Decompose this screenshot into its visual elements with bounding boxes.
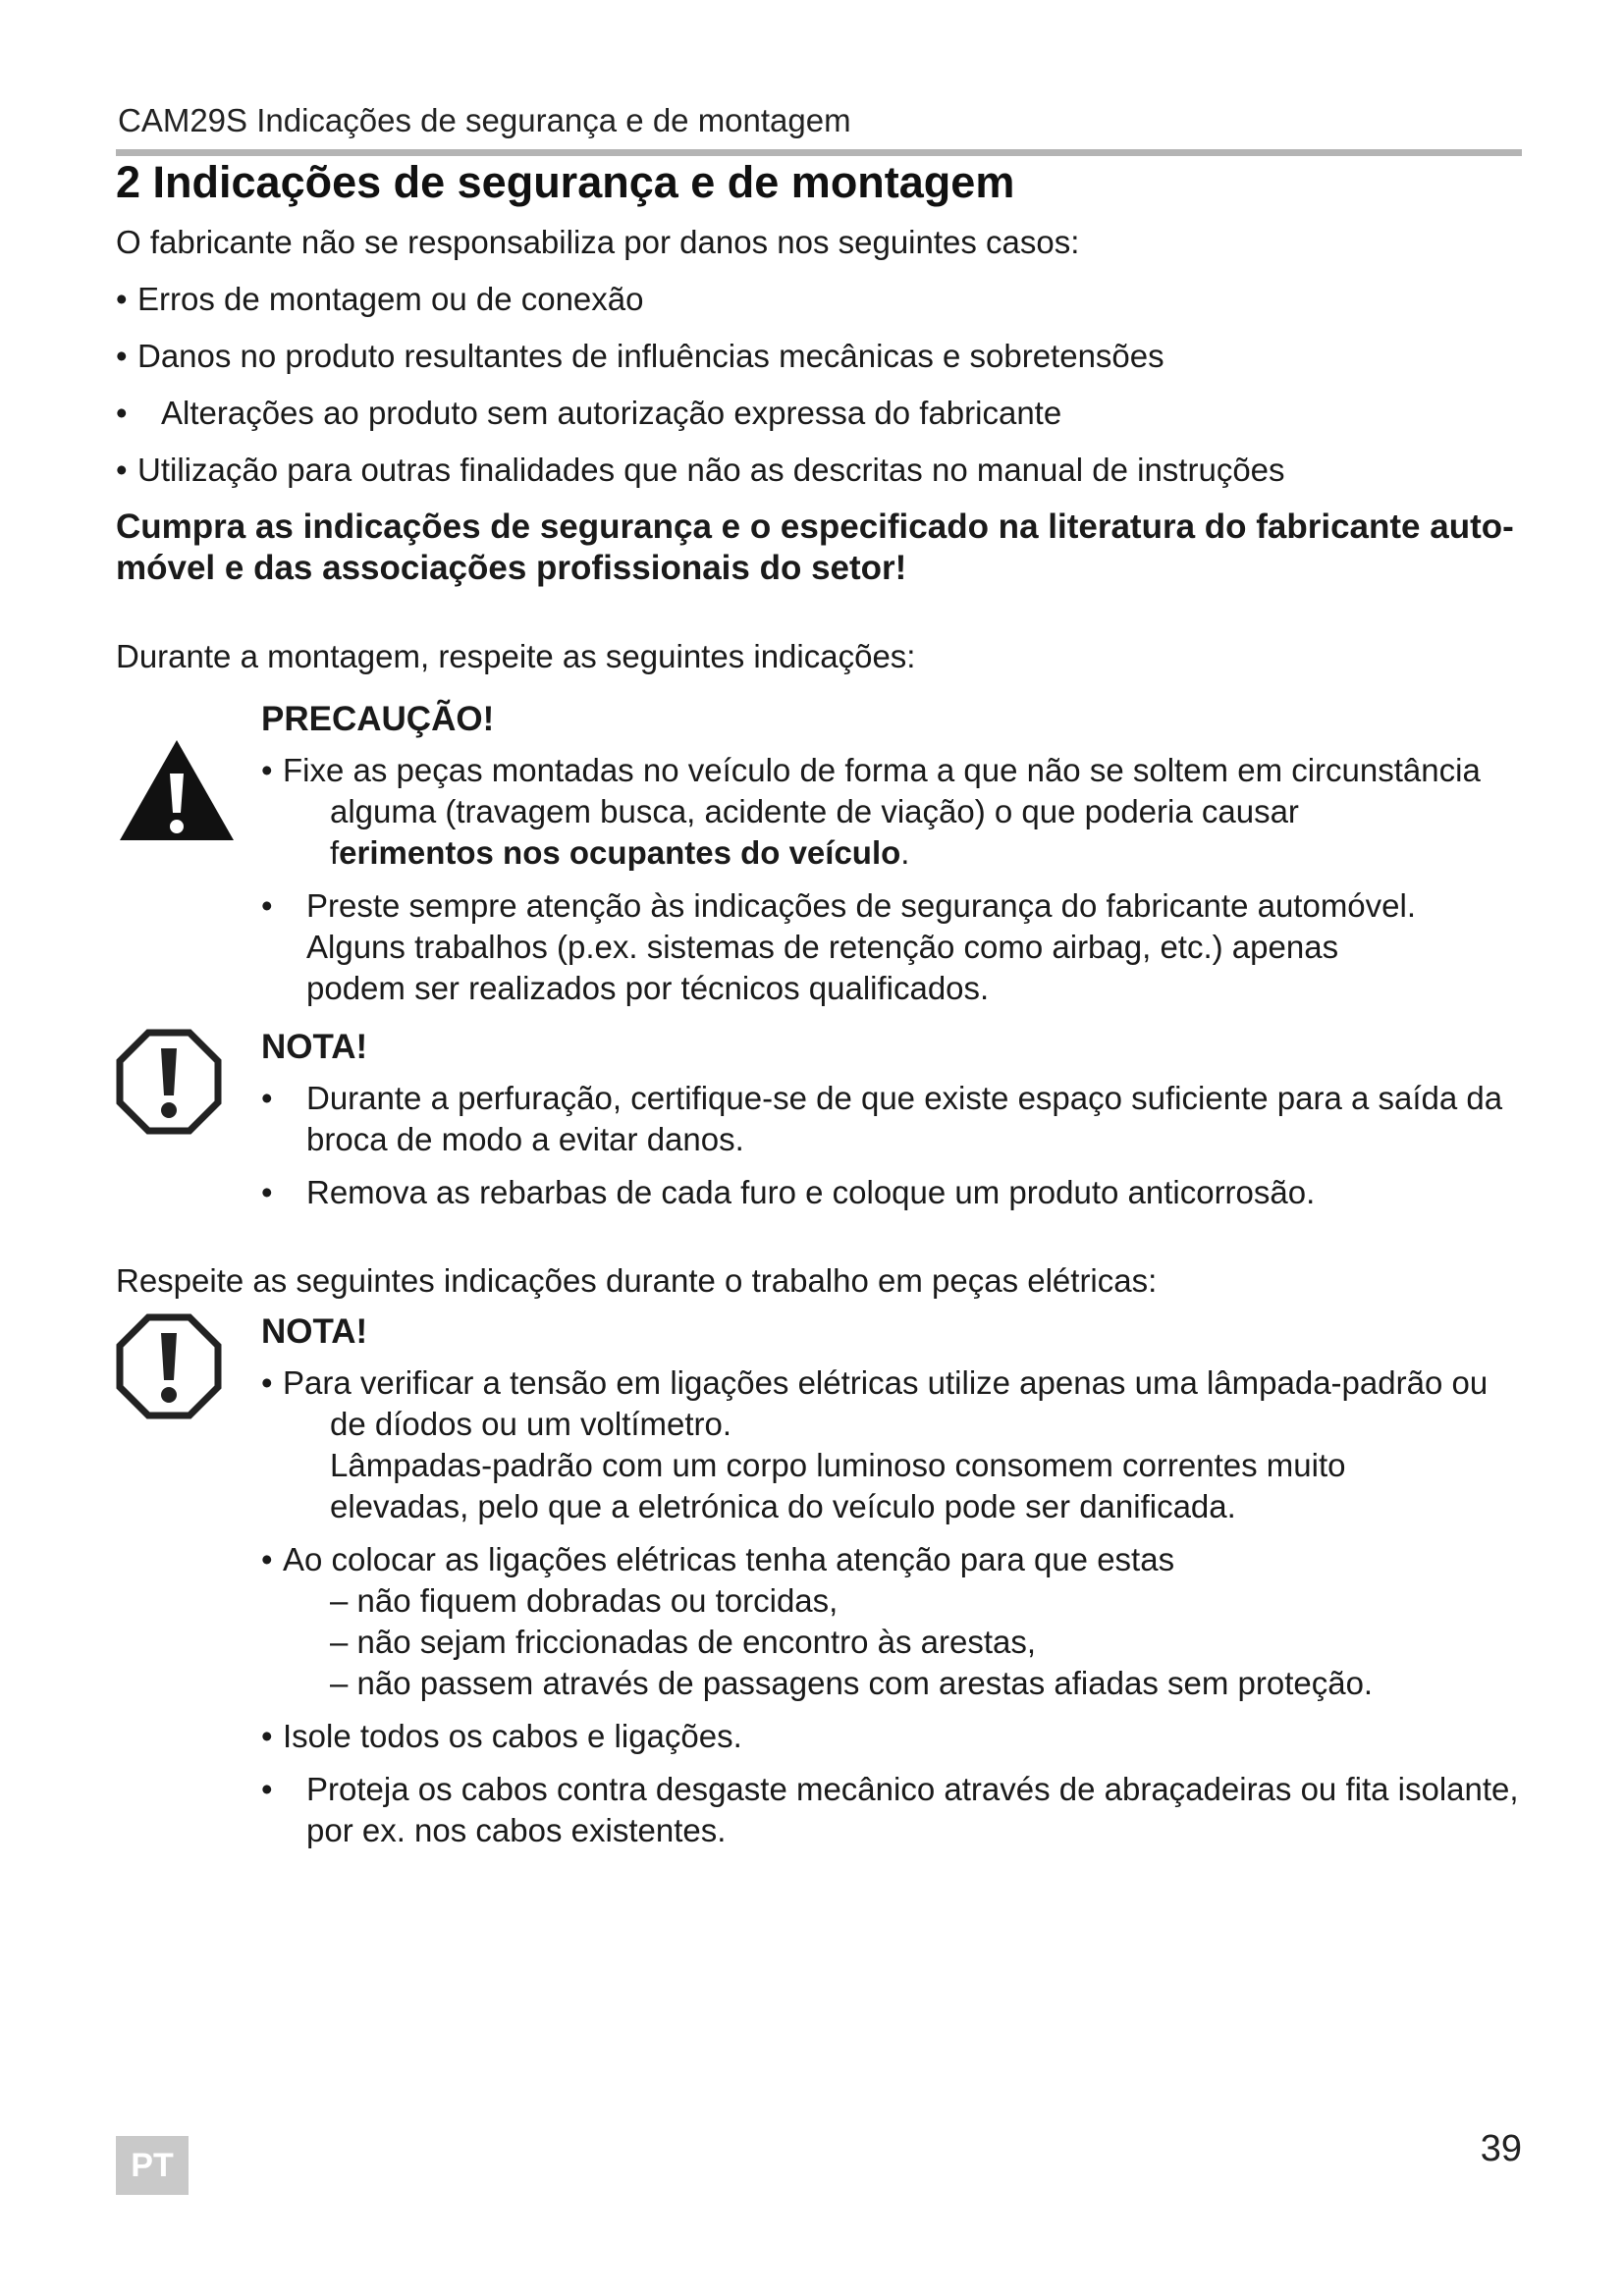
list-item	[261, 1078, 1530, 1160]
list-item-text: Alterações ao produto sem autorização expressa do fabricante	[161, 395, 1062, 431]
bullet-dot: •	[261, 1771, 273, 1807]
caution-block	[116, 699, 1530, 1009]
text-fragment: f	[330, 834, 340, 871]
list-item-text: podem ser realizados por técnicos qualificados.	[306, 970, 990, 1006]
list-item-text: Preste sempre atenção às indicações de segurança do fabricante automóvel.	[306, 887, 1417, 924]
sub-item: – não sejam friccionadas de encontro às arestas,	[330, 1624, 1037, 1660]
list-item-text: Fixe as peças montadas no veículo de forma a que não se soltem em circunstância	[283, 752, 1481, 788]
list-item-text: alguma (travagem busca, acidente de viação) o que poderia causar	[330, 793, 1299, 829]
intro-paragraph: O fabricante não se responsabiliza por danos nos seguintes casos:	[116, 224, 1080, 260]
list-item	[116, 336, 1530, 377]
bullet-dot: •	[261, 1080, 273, 1116]
text-fragment: .	[900, 834, 910, 871]
list-item	[261, 1172, 1530, 1213]
list-item-text: Danos no produto resultantes de influências mecânicas e sobretensões	[137, 338, 1164, 374]
section-title: 2 Indicações de segurança e de montagem	[116, 157, 1015, 207]
mounting-intro: Durante a montagem, respeite as seguintes indicações:	[116, 638, 916, 674]
note-title: NOTA!	[261, 1312, 368, 1351]
list-item-text: Para verificar a tensão em ligações elétricas utilize apenas uma lâmpada-padrão ou	[283, 1364, 1489, 1401]
bullet-dot: •	[261, 1541, 273, 1577]
header-rule	[116, 149, 1522, 156]
note-block	[116, 1311, 1530, 1851]
list-item	[116, 393, 1530, 434]
note-title: NOTA!	[261, 1028, 368, 1066]
bold-notice: Cumpra as indicações de segurança e o especificado na literatura do fabricante auto-móvel e das associações profissionais do setor!	[116, 507, 1514, 587]
list-item-text: Isole todos os cabos e ligações.	[283, 1718, 742, 1754]
list-item-text: Proteja os cabos contra desgaste mecânico através de abraçadeiras ou fita isolante,	[306, 1771, 1519, 1807]
list-item	[261, 1539, 1530, 1704]
bullet-dot: •	[261, 1364, 273, 1401]
running-header: CAM29S Indicações de segurança e de montagem	[118, 102, 851, 138]
list-item-text: Remova as rebarbas de cada furo e coloque um produto anticorrosão.	[306, 1174, 1316, 1210]
list-item-text: Lâmpadas-padrão com um corpo luminoso consomem correntes muito	[330, 1447, 1346, 1483]
language-tab: PT	[116, 2136, 189, 2195]
list-item-text: Durante a perfuração, certifique-se de que existe espaço suficiente para a saída da	[306, 1080, 1503, 1116]
list-item	[261, 1769, 1530, 1851]
bullet-dot: •	[116, 338, 128, 374]
electrical-intro: Respeite as seguintes indicações durante o trabalho em peças elétricas:	[116, 1262, 1158, 1299]
warning-triangle-icon	[116, 736, 238, 844]
list-item-text: Ao colocar as ligações elétricas tenha atenção para que estas	[283, 1541, 1175, 1577]
list-item	[261, 1362, 1530, 1527]
list-item-text: Utilização para outras finalidades que não as descritas no manual de instruções	[137, 452, 1285, 488]
bullet-dot: •	[116, 395, 128, 431]
sub-item: – não fiquem dobradas ou torcidas,	[330, 1582, 839, 1619]
list-item	[261, 1716, 1530, 1757]
list-item-text: Erros de montagem ou de conexão	[137, 281, 644, 317]
sub-item: – não passem através de passagens com arestas afiadas sem proteção.	[330, 1665, 1374, 1701]
bullet-dot: •	[261, 752, 273, 788]
list-item	[261, 750, 1530, 874]
emphasis-text: erimentos nos ocupantes do veículo	[339, 834, 901, 871]
list-item-text: Alguns trabalhos (p.ex. sistemas de retenção como airbag, etc.) apenas	[306, 929, 1339, 965]
list-item-text: por ex. nos cabos existentes.	[306, 1812, 727, 1848]
list-item-text: broca de modo a evitar danos.	[306, 1121, 744, 1157]
note-octagon-icon	[116, 1029, 222, 1135]
caution-title: PRECAUÇÃO!	[261, 700, 495, 738]
list-item	[116, 279, 1530, 320]
bullet-dot: •	[261, 1718, 273, 1754]
list-item-text: de díodos ou um voltímetro.	[330, 1406, 732, 1442]
note-block	[116, 1027, 1530, 1213]
bullet-dot: •	[261, 887, 273, 924]
page-body	[116, 222, 1530, 1851]
list-item	[116, 450, 1530, 491]
note-octagon-icon	[116, 1313, 222, 1419]
list-item	[261, 885, 1530, 1009]
bullet-dot: •	[116, 281, 128, 317]
bullet-dot: •	[261, 1174, 273, 1210]
bullet-dot: •	[116, 452, 128, 488]
list-item-text: elevadas, pelo que a eletrónica do veículo pode ser danificada.	[330, 1488, 1236, 1524]
page-number: 39	[1480, 2128, 1522, 2169]
list-item-text	[283, 832, 1530, 874]
